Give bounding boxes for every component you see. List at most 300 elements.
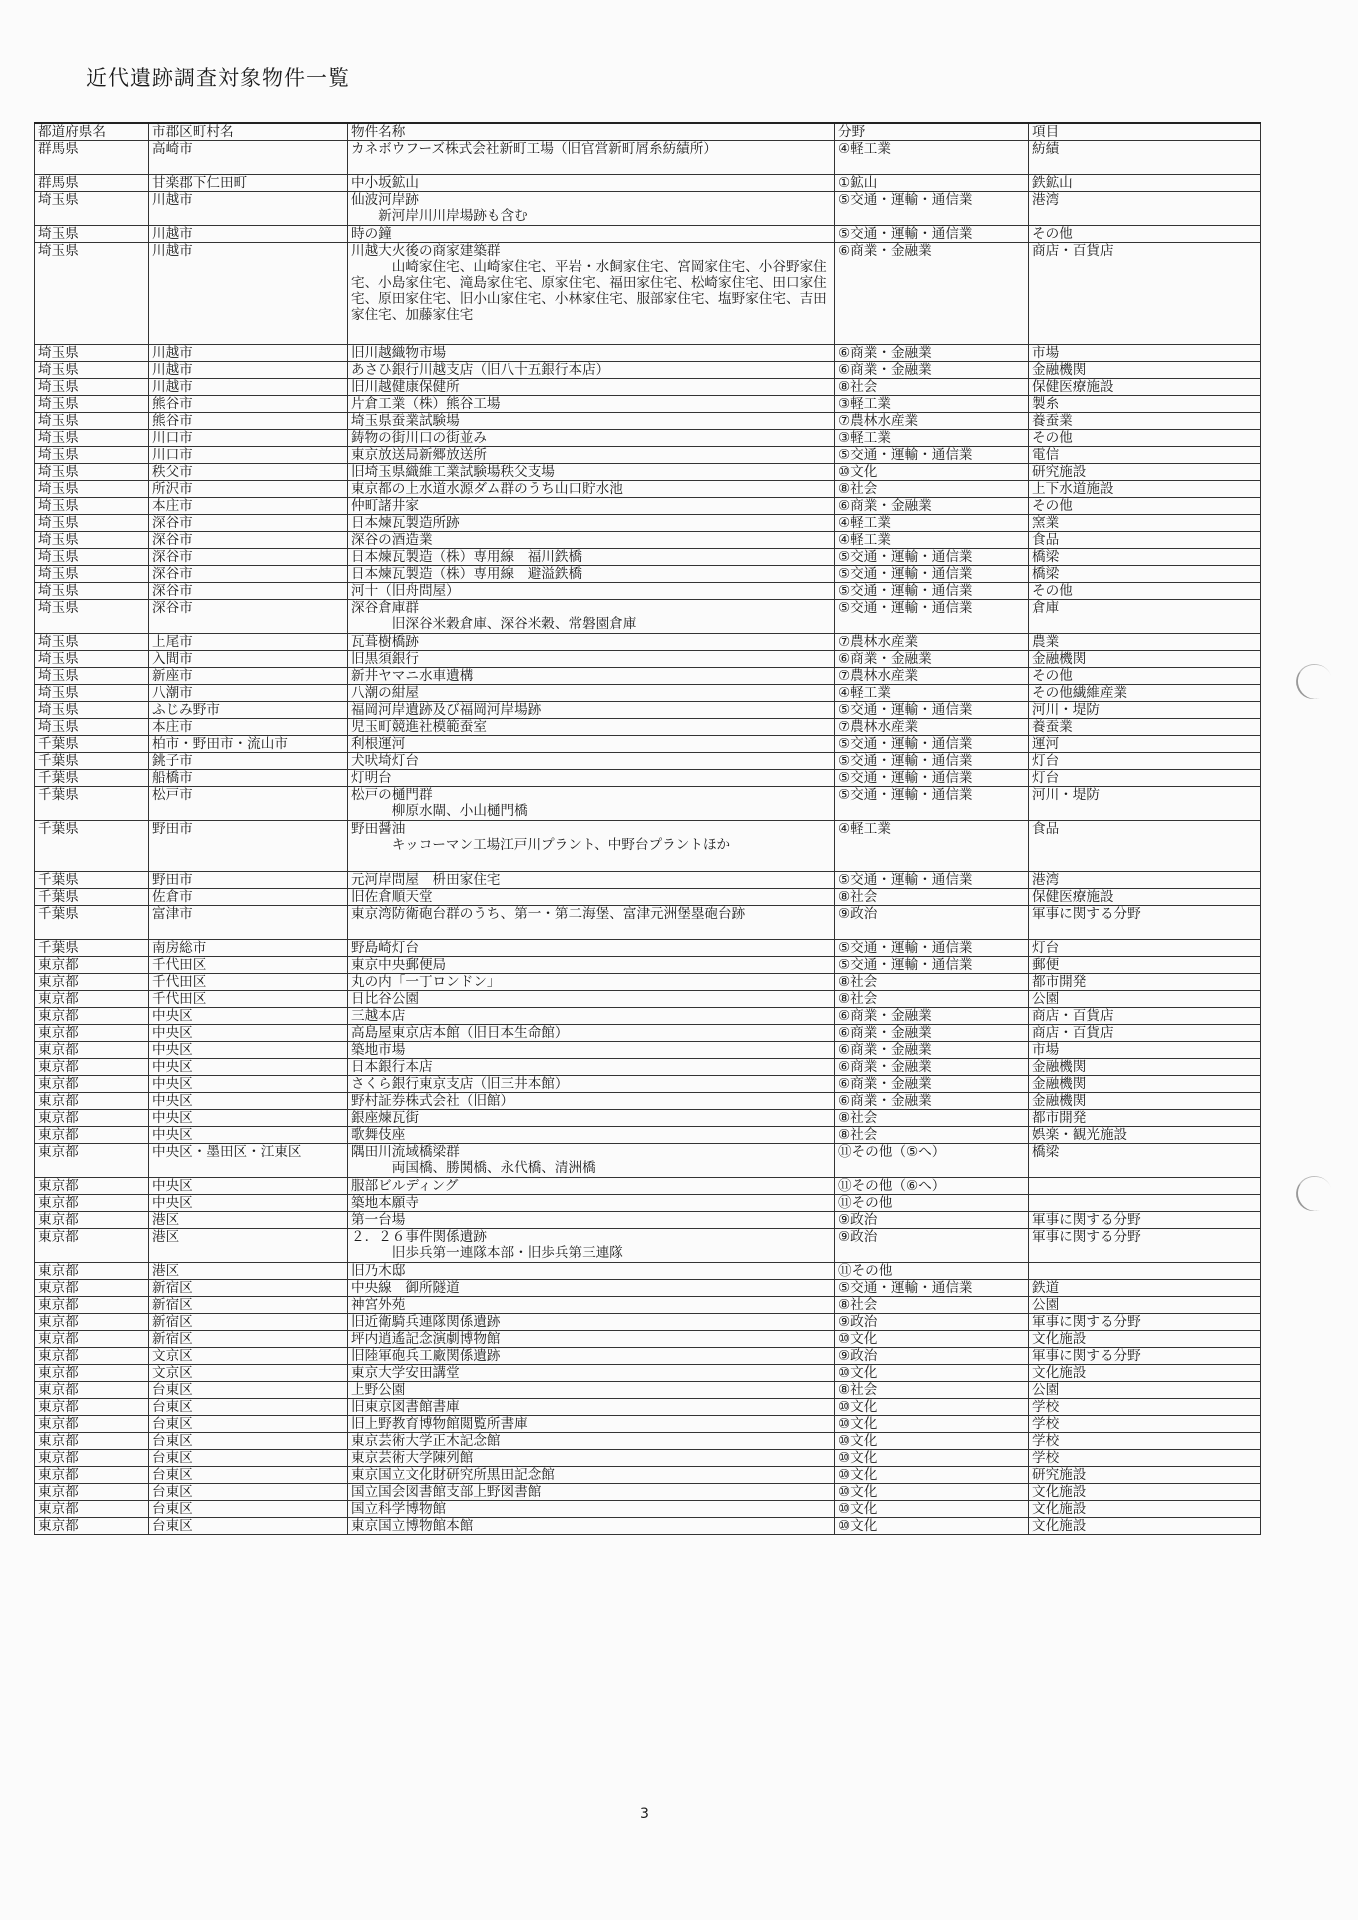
- property-name-cell: 歌舞伎座: [348, 1127, 835, 1144]
- item-cell: 文化施設: [1029, 1365, 1261, 1382]
- field-cell: ⑤交通・運輸・通信業: [835, 702, 1029, 719]
- municipality-cell: 中央区: [149, 1178, 348, 1195]
- table-row: [35, 906, 1261, 940]
- property-name-cell: 仙波河岸跡 新河岸川川岸場跡も含む: [348, 192, 835, 226]
- municipality-cell: 港区: [149, 1263, 348, 1280]
- table-row: [35, 1212, 1261, 1229]
- item-cell: 養蚕業: [1029, 719, 1261, 736]
- prefecture-cell: 千葉県: [35, 736, 149, 753]
- item-cell: 学校: [1029, 1450, 1261, 1467]
- field-cell: ⑤交通・運輸・通信業: [835, 957, 1029, 974]
- municipality-cell: 高崎市: [149, 141, 348, 175]
- prefecture-cell: 埼玉県: [35, 651, 149, 668]
- municipality-cell: 中央区: [149, 1093, 348, 1110]
- table-header-row: [35, 123, 1261, 141]
- table-row: [35, 532, 1261, 549]
- field-cell: ⑪その他: [835, 1263, 1029, 1280]
- field-cell: ⑩文化: [835, 1450, 1029, 1467]
- item-cell: 鉄道: [1029, 1280, 1261, 1297]
- prefecture-cell: 東京都: [35, 1110, 149, 1127]
- field-cell: ⑨政治: [835, 1212, 1029, 1229]
- municipality-cell: 川越市: [149, 362, 348, 379]
- prefecture-cell: 埼玉県: [35, 243, 149, 345]
- municipality-cell: 本庄市: [149, 498, 348, 515]
- field-cell: ⑧社会: [835, 1110, 1029, 1127]
- property-name-cell: 野島崎灯台: [348, 940, 835, 957]
- municipality-cell: 深谷市: [149, 515, 348, 532]
- table-row: [35, 1501, 1261, 1518]
- item-cell: [1029, 1195, 1261, 1212]
- prefecture-cell: 埼玉県: [35, 192, 149, 226]
- prefecture-cell: 埼玉県: [35, 345, 149, 362]
- municipality-cell: 八潮市: [149, 685, 348, 702]
- item-cell: 港湾: [1029, 192, 1261, 226]
- item-cell: 商店・百貨店: [1029, 1025, 1261, 1042]
- table-row: [35, 1263, 1261, 1280]
- field-cell: ⑤交通・運輸・通信業: [835, 1280, 1029, 1297]
- municipality-cell: 佐倉市: [149, 889, 348, 906]
- property-name-cell: 旧上野教育博物館閲覧所書庫: [348, 1416, 835, 1433]
- municipality-cell: 文京区: [149, 1348, 348, 1365]
- prefecture-cell: 千葉県: [35, 872, 149, 889]
- property-name-cell: 東京芸術大学陳列館: [348, 1450, 835, 1467]
- prefecture-cell: 千葉県: [35, 906, 149, 940]
- item-cell: 養蚕業: [1029, 413, 1261, 430]
- field-cell: ⑥商業・金融業: [835, 1076, 1029, 1093]
- municipality-cell: 中央区: [149, 1059, 348, 1076]
- item-cell: 都市開発: [1029, 974, 1261, 991]
- item-cell: 文化施設: [1029, 1518, 1261, 1535]
- municipality-cell: 銚子市: [149, 753, 348, 770]
- municipality-cell: 文京区: [149, 1365, 348, 1382]
- property-name-cell: 埼玉県蚕業試験場: [348, 413, 835, 430]
- field-cell: ⑤交通・運輸・通信業: [835, 566, 1029, 583]
- field-cell: ⑤交通・運輸・通信業: [835, 787, 1029, 821]
- table-row: [35, 1076, 1261, 1093]
- item-cell: 学校: [1029, 1416, 1261, 1433]
- item-cell: 学校: [1029, 1433, 1261, 1450]
- prefecture-cell: 東京都: [35, 1382, 149, 1399]
- municipality-cell: 秩父市: [149, 464, 348, 481]
- prefecture-cell: 東京都: [35, 1297, 149, 1314]
- property-name-cell: 丸の内「一丁ロンドン」: [348, 974, 835, 991]
- heritage-table: [34, 122, 1261, 1535]
- item-cell: 紡績: [1029, 141, 1261, 175]
- property-name-cell: 東京国立文化財研究所黒田記念館: [348, 1467, 835, 1484]
- property-name-cell: 福岡河岸遺跡及び福岡河岸場跡: [348, 702, 835, 719]
- field-cell: ⑦農林水産業: [835, 668, 1029, 685]
- municipality-cell: 中央区・墨田区・江東区: [149, 1144, 348, 1178]
- field-cell: ⑧社会: [835, 379, 1029, 396]
- table-row: [35, 736, 1261, 753]
- table-row: [35, 600, 1261, 634]
- table-body: [35, 141, 1261, 1535]
- prefecture-cell: 埼玉県: [35, 685, 149, 702]
- field-cell: ⑥商業・金融業: [835, 345, 1029, 362]
- municipality-cell: 熊谷市: [149, 396, 348, 413]
- property-name-cell: 河十（旧舟問屋）: [348, 583, 835, 600]
- field-cell: ⑥商業・金融業: [835, 243, 1029, 345]
- property-name-cell: 東京大学安田講堂: [348, 1365, 835, 1382]
- property-name-cell: 国立国会図書館支部上野図書館: [348, 1484, 835, 1501]
- property-name-cell: 上野公園: [348, 1382, 835, 1399]
- prefecture-cell: 埼玉県: [35, 515, 149, 532]
- table-row: [35, 175, 1261, 192]
- municipality-cell: 川口市: [149, 447, 348, 464]
- table-row: [35, 1008, 1261, 1025]
- field-cell: ⑧社会: [835, 481, 1029, 498]
- item-cell: 河川・堤防: [1029, 702, 1261, 719]
- field-cell: ⑨政治: [835, 1314, 1029, 1331]
- field-cell: ④軽工業: [835, 532, 1029, 549]
- prefecture-cell: 埼玉県: [35, 413, 149, 430]
- municipality-cell: 野田市: [149, 821, 348, 872]
- prefecture-cell: 東京都: [35, 1093, 149, 1110]
- field-cell: ③軽工業: [835, 396, 1029, 413]
- table-row: [35, 1297, 1261, 1314]
- prefecture-cell: 埼玉県: [35, 464, 149, 481]
- table-row: [35, 549, 1261, 566]
- municipality-cell: 台東区: [149, 1399, 348, 1416]
- item-cell: 市場: [1029, 345, 1261, 362]
- item-cell: 河川・堤防: [1029, 787, 1261, 821]
- item-cell: 保健医療施設: [1029, 379, 1261, 396]
- table-row: [35, 1110, 1261, 1127]
- municipality-cell: 柏市・野田市・流山市: [149, 736, 348, 753]
- table-row: [35, 1229, 1261, 1263]
- property-name-cell: 仲町諸井家: [348, 498, 835, 515]
- field-cell: ⑨政治: [835, 1348, 1029, 1365]
- prefecture-cell: 東京都: [35, 1484, 149, 1501]
- table-row: [35, 651, 1261, 668]
- municipality-cell: 港区: [149, 1212, 348, 1229]
- municipality-cell: 上尾市: [149, 634, 348, 651]
- table-row: [35, 226, 1261, 243]
- punch-hole-mark: [1291, 1171, 1337, 1216]
- col-header-field: 分野: [835, 123, 1029, 141]
- item-cell: 金融機関: [1029, 362, 1261, 379]
- item-cell: [1029, 1178, 1261, 1195]
- table-row: [35, 668, 1261, 685]
- municipality-cell: 深谷市: [149, 532, 348, 549]
- property-name-cell: 築地市場: [348, 1042, 835, 1059]
- field-cell: ⑩文化: [835, 1484, 1029, 1501]
- prefecture-cell: 埼玉県: [35, 566, 149, 583]
- prefecture-cell: 埼玉県: [35, 634, 149, 651]
- property-name-cell: 神宮外苑: [348, 1297, 835, 1314]
- field-cell: ④軽工業: [835, 141, 1029, 175]
- property-name-cell: さくら銀行東京支店（旧三井本館）: [348, 1076, 835, 1093]
- table-row: [35, 770, 1261, 787]
- table-row: [35, 1399, 1261, 1416]
- prefecture-cell: 東京都: [35, 1008, 149, 1025]
- field-cell: ⑤交通・運輸・通信業: [835, 770, 1029, 787]
- property-name-cell: 旧近衛騎兵連隊関係遺跡: [348, 1314, 835, 1331]
- prefecture-cell: 千葉県: [35, 753, 149, 770]
- field-cell: ⑤交通・運輸・通信業: [835, 226, 1029, 243]
- prefecture-cell: 東京都: [35, 1229, 149, 1263]
- prefecture-cell: 埼玉県: [35, 379, 149, 396]
- municipality-cell: 台東区: [149, 1416, 348, 1433]
- field-cell: ⑥商業・金融業: [835, 651, 1029, 668]
- table-row: [35, 1467, 1261, 1484]
- prefecture-cell: 千葉県: [35, 940, 149, 957]
- prefecture-cell: 東京都: [35, 1399, 149, 1416]
- property-name-cell: 日本銀行本店: [348, 1059, 835, 1076]
- municipality-cell: 深谷市: [149, 600, 348, 634]
- table-row: [35, 1059, 1261, 1076]
- municipality-cell: 川越市: [149, 243, 348, 345]
- field-cell: ⑤交通・運輸・通信業: [835, 940, 1029, 957]
- item-cell: 金融機関: [1029, 1093, 1261, 1110]
- prefecture-cell: 東京都: [35, 1280, 149, 1297]
- field-cell: ⑩文化: [835, 1331, 1029, 1348]
- property-name-cell: 東京芸術大学正木記念館: [348, 1433, 835, 1450]
- item-cell: 窯業: [1029, 515, 1261, 532]
- table-row: [35, 243, 1261, 345]
- field-cell: ⑥商業・金融業: [835, 1025, 1029, 1042]
- municipality-cell: 台東区: [149, 1501, 348, 1518]
- table-row: [35, 1127, 1261, 1144]
- table-row: [35, 1484, 1261, 1501]
- property-name-cell: 日本煉瓦製造（株）専用線 避溢鉄橋: [348, 566, 835, 583]
- table-row: [35, 1144, 1261, 1178]
- item-cell: 公園: [1029, 1297, 1261, 1314]
- field-cell: ⑥商業・金融業: [835, 1093, 1029, 1110]
- table-row: [35, 1416, 1261, 1433]
- prefecture-cell: 東京都: [35, 1025, 149, 1042]
- table-row: [35, 889, 1261, 906]
- item-cell: 軍事に関する分野: [1029, 1348, 1261, 1365]
- property-name-cell: 中小坂鉱山: [348, 175, 835, 192]
- item-cell: 金融機関: [1029, 1076, 1261, 1093]
- table-row: [35, 498, 1261, 515]
- property-name-cell: 東京湾防衛砲台群のうち、第一・第二海堡、富津元洲堡塁砲台跡: [348, 906, 835, 940]
- municipality-cell: 川越市: [149, 345, 348, 362]
- item-cell: 娯楽・観光施設: [1029, 1127, 1261, 1144]
- table-row: [35, 464, 1261, 481]
- field-cell: ⑪その他（⑥へ）: [835, 1178, 1029, 1195]
- field-cell: ⑧社会: [835, 889, 1029, 906]
- table-row: [35, 957, 1261, 974]
- table-row: [35, 1518, 1261, 1535]
- table-row: [35, 1365, 1261, 1382]
- item-cell: 食品: [1029, 532, 1261, 549]
- municipality-cell: 入間市: [149, 651, 348, 668]
- property-name-cell: 野村証券株式会社（旧館）: [348, 1093, 835, 1110]
- prefecture-cell: 埼玉県: [35, 447, 149, 464]
- property-name-cell: 新井ヤマニ水車遺構: [348, 668, 835, 685]
- field-cell: ⑦農林水産業: [835, 719, 1029, 736]
- prefecture-cell: 東京都: [35, 1365, 149, 1382]
- table-row: [35, 685, 1261, 702]
- property-name-cell: 東京国立博物館本館: [348, 1518, 835, 1535]
- field-cell: ⑥商業・金融業: [835, 498, 1029, 515]
- prefecture-cell: 東京都: [35, 991, 149, 1008]
- table-row: [35, 1348, 1261, 1365]
- municipality-cell: 台東区: [149, 1382, 348, 1399]
- municipality-cell: 中央区: [149, 1076, 348, 1093]
- punch-hole-mark: [1291, 659, 1337, 704]
- prefecture-cell: 東京都: [35, 1433, 149, 1450]
- municipality-cell: ふじみ野市: [149, 702, 348, 719]
- property-name-cell: 松戸の樋門群 柳原水閘、小山樋門橋: [348, 787, 835, 821]
- property-name-cell: 旧東京図書館書庫: [348, 1399, 835, 1416]
- municipality-cell: 新座市: [149, 668, 348, 685]
- prefecture-cell: 東京都: [35, 1518, 149, 1535]
- property-name-cell: 坪内逍遙記念演劇博物館: [348, 1331, 835, 1348]
- field-cell: ⑧社会: [835, 1127, 1029, 1144]
- property-name-cell: 旧埼玉県織維工業試験場秩父支場: [348, 464, 835, 481]
- prefecture-cell: 東京都: [35, 1416, 149, 1433]
- table-row: [35, 430, 1261, 447]
- item-cell: [1029, 1263, 1261, 1280]
- table-row: [35, 1314, 1261, 1331]
- prefecture-cell: 千葉県: [35, 821, 149, 872]
- municipality-cell: 富津市: [149, 906, 348, 940]
- table-row: [35, 141, 1261, 175]
- item-cell: 灯台: [1029, 770, 1261, 787]
- prefecture-cell: 埼玉県: [35, 226, 149, 243]
- property-name-cell: 児玉町競進社模範蚕室: [348, 719, 835, 736]
- property-name-cell: 旧黒須銀行: [348, 651, 835, 668]
- field-cell: ⑥商業・金融業: [835, 1059, 1029, 1076]
- field-cell: ⑩文化: [835, 1467, 1029, 1484]
- prefecture-cell: 埼玉県: [35, 396, 149, 413]
- table-row: [35, 413, 1261, 430]
- property-name-cell: 東京都の上水道水源ダム群のうち山口貯水池: [348, 481, 835, 498]
- table-row: [35, 345, 1261, 362]
- field-cell: ⑩文化: [835, 1365, 1029, 1382]
- item-cell: 運河: [1029, 736, 1261, 753]
- item-cell: 軍事に関する分野: [1029, 1229, 1261, 1263]
- property-name-cell: 時の鐘: [348, 226, 835, 243]
- field-cell: ⑪その他（⑤へ）: [835, 1144, 1029, 1178]
- field-cell: ⑦農林水産業: [835, 634, 1029, 651]
- municipality-cell: 船橋市: [149, 770, 348, 787]
- col-header-municipality: 市郡区町村名: [149, 123, 348, 141]
- field-cell: ③軽工業: [835, 430, 1029, 447]
- municipality-cell: 所沢市: [149, 481, 348, 498]
- col-header-item: 項目: [1029, 123, 1261, 141]
- prefecture-cell: 埼玉県: [35, 362, 149, 379]
- property-name-cell: 犬吠埼灯台: [348, 753, 835, 770]
- municipality-cell: 千代田区: [149, 991, 348, 1008]
- municipality-cell: 甘楽郡下仁田町: [149, 175, 348, 192]
- item-cell: 製糸: [1029, 396, 1261, 413]
- table-row: [35, 1433, 1261, 1450]
- prefecture-cell: 東京都: [35, 957, 149, 974]
- item-cell: 軍事に関する分野: [1029, 1314, 1261, 1331]
- field-cell: ⑩文化: [835, 464, 1029, 481]
- col-header-prefecture: 都道府県名: [35, 123, 149, 141]
- property-name-cell: 瓦葺樹橋跡: [348, 634, 835, 651]
- property-name-cell: 深谷の酒造業: [348, 532, 835, 549]
- municipality-cell: 中央区: [149, 1008, 348, 1025]
- field-cell: ⑧社会: [835, 1297, 1029, 1314]
- municipality-cell: 新宿区: [149, 1331, 348, 1348]
- property-name-cell: 築地本願寺: [348, 1195, 835, 1212]
- municipality-cell: 中央区: [149, 1127, 348, 1144]
- prefecture-cell: 千葉県: [35, 770, 149, 787]
- prefecture-cell: 千葉県: [35, 787, 149, 821]
- item-cell: 保健医療施設: [1029, 889, 1261, 906]
- field-cell: ④軽工業: [835, 515, 1029, 532]
- municipality-cell: 新宿区: [149, 1297, 348, 1314]
- prefecture-cell: 東京都: [35, 1314, 149, 1331]
- table-row: [35, 974, 1261, 991]
- property-name-cell: 服部ビルディング: [348, 1178, 835, 1195]
- prefecture-cell: 東京都: [35, 1212, 149, 1229]
- property-name-cell: 国立科学博物館: [348, 1501, 835, 1518]
- prefecture-cell: 埼玉県: [35, 532, 149, 549]
- municipality-cell: 中央区: [149, 1110, 348, 1127]
- table-row: [35, 872, 1261, 889]
- item-cell: 学校: [1029, 1399, 1261, 1416]
- table-row: [35, 583, 1261, 600]
- item-cell: 橋梁: [1029, 549, 1261, 566]
- table-row: [35, 1450, 1261, 1467]
- field-cell: ⑩文化: [835, 1518, 1029, 1535]
- item-cell: 都市開発: [1029, 1110, 1261, 1127]
- property-name-cell: 第一台場: [348, 1212, 835, 1229]
- field-cell: ⑤交通・運輸・通信業: [835, 447, 1029, 464]
- item-cell: その他: [1029, 583, 1261, 600]
- item-cell: その他: [1029, 430, 1261, 447]
- municipality-cell: 新宿区: [149, 1314, 348, 1331]
- item-cell: 公園: [1029, 1382, 1261, 1399]
- item-cell: 灯台: [1029, 940, 1261, 957]
- table-row: [35, 821, 1261, 872]
- prefecture-cell: 千葉県: [35, 889, 149, 906]
- item-cell: 港湾: [1029, 872, 1261, 889]
- prefecture-cell: 群馬県: [35, 175, 149, 192]
- prefecture-cell: 埼玉県: [35, 719, 149, 736]
- item-cell: 公園: [1029, 991, 1261, 1008]
- property-name-cell: 旧乃木邸: [348, 1263, 835, 1280]
- table-row: [35, 702, 1261, 719]
- municipality-cell: 千代田区: [149, 974, 348, 991]
- property-name-cell: 銀座煉瓦街: [348, 1110, 835, 1127]
- field-cell: ⑥商業・金融業: [835, 1042, 1029, 1059]
- table-row: [35, 787, 1261, 821]
- prefecture-cell: 東京都: [35, 1178, 149, 1195]
- prefecture-cell: 東京都: [35, 1263, 149, 1280]
- item-cell: 軍事に関する分野: [1029, 1212, 1261, 1229]
- field-cell: ④軽工業: [835, 685, 1029, 702]
- field-cell: ⑤交通・運輸・通信業: [835, 549, 1029, 566]
- table-row: [35, 192, 1261, 226]
- field-cell: ⑨政治: [835, 1229, 1029, 1263]
- item-cell: 電信: [1029, 447, 1261, 464]
- field-cell: ⑤交通・運輸・通信業: [835, 736, 1029, 753]
- field-cell: ⑩文化: [835, 1399, 1029, 1416]
- col-header-property-name: 物件名称: [348, 123, 835, 141]
- field-cell: ⑤交通・運輸・通信業: [835, 583, 1029, 600]
- municipality-cell: 川口市: [149, 430, 348, 447]
- property-name-cell: 旧川越織物市場: [348, 345, 835, 362]
- table-row: [35, 1382, 1261, 1399]
- property-name-cell: 隅田川流域橋梁群 両国橋、勝鬨橋、永代橋、清洲橋: [348, 1144, 835, 1178]
- prefecture-cell: 埼玉県: [35, 430, 149, 447]
- item-cell: 文化施設: [1029, 1501, 1261, 1518]
- prefecture-cell: 東京都: [35, 1450, 149, 1467]
- table-row: [35, 1042, 1261, 1059]
- item-cell: 研究施設: [1029, 464, 1261, 481]
- table-row: [35, 1093, 1261, 1110]
- prefecture-cell: 東京都: [35, 974, 149, 991]
- table-row: [35, 1280, 1261, 1297]
